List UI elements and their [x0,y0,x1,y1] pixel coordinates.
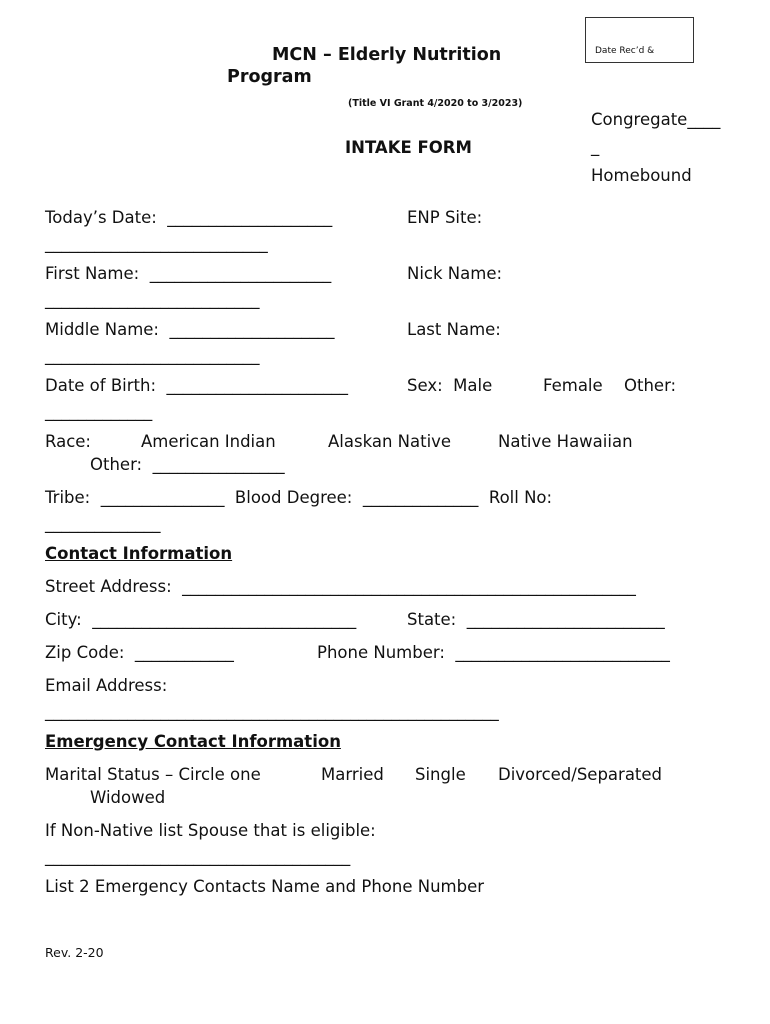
middle-name-line: __________________________ [45,346,260,365]
marital-widowed: Widowed [90,788,166,807]
homebound-option: Homebound [591,166,692,185]
dob-field: Date of Birth: ______________________ [45,376,348,395]
city-field: City: ________________________________ [45,610,357,629]
email-address-line: _______________________________________________________ [45,702,499,721]
todays-date-line: ___________________________ [45,234,268,253]
zip-code-field: Zip Code: ____________ [45,643,234,662]
revision-label: Rev. 2-20 [45,945,104,960]
middle-name-field: Middle Name: ____________________ [45,320,335,339]
enp-site-field: ENP Site: [407,208,483,227]
marital-married: Married [321,765,384,784]
spouse-line: _____________________________________ [45,847,351,866]
todays-date-field: Today’s Date: ____________________ [45,208,333,227]
state-field: State: ________________________ [407,610,665,629]
sex-male-option: Sex: Male [407,376,493,395]
emergency-info-heading: Emergency Contact Information [45,732,341,751]
last-name-field: Last Name: [407,320,501,339]
phone-number-field: Phone Number: __________________________ [317,643,670,662]
congregate-option-cont: _ [591,137,600,156]
marital-status-label: Marital Status – Circle one [45,765,261,784]
grant-subtitle: (Title VI Grant 4/2020 to 3/2023) [348,98,523,109]
first-name-line: __________________________ [45,290,260,309]
spouse-field: If Non-Native list Spouse that is eligible: [45,821,376,840]
form-title-line1: MCN – Elderly Nutrition [272,45,502,65]
race-american-indian: American Indian [141,432,276,451]
street-address-field: Street Address: _______________________________________________________ [45,577,636,596]
date-received-box [585,17,694,63]
email-address-field: Email Address: [45,676,168,695]
race-label: Race: [45,432,91,451]
sex-other-option: Other: [624,376,677,395]
race-alaskan-native: Alaskan Native [328,432,452,451]
intake-form-heading: INTAKE FORM [345,138,472,157]
marital-single: Single [415,765,466,784]
dob-line: _____________ [45,402,153,421]
nick-name-field: Nick Name: [407,264,503,283]
marital-divorced: Divorced/Separated [498,765,663,784]
form-title-line2: Program [227,67,312,87]
race-other: Other: ________________ [90,455,285,474]
first-name-field: First Name: ______________________ [45,264,332,283]
congregate-option: Congregate____ [591,110,721,129]
race-native-hawaiian: Native Hawaiian [498,432,633,451]
tribe-line: ______________ [45,514,161,533]
emergency-contacts-label: List 2 Emergency Contacts Name and Phone Number [45,877,485,896]
sex-female-option: Female [543,376,603,395]
contact-info-heading: Contact Information [45,544,233,563]
date-received-label: Date Rec’d & [595,46,655,56]
tribe-field: Tribe: _______________ Blood Degree: ______________ Roll No: [45,488,553,507]
